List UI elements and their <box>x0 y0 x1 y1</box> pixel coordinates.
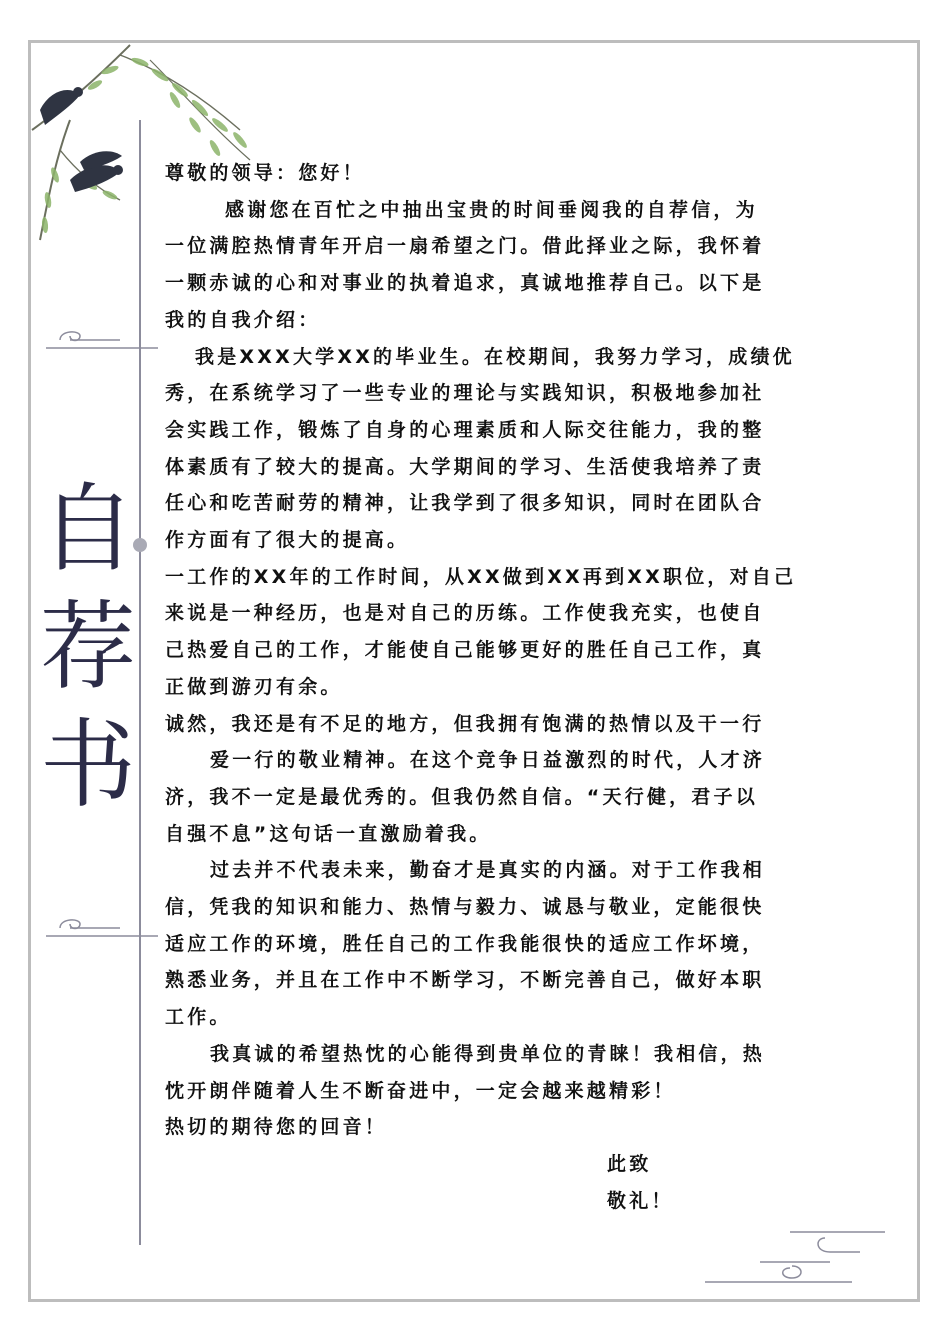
letter-line: 感谢您在百忙之中抽出宝贵的时间垂阅我的自荐信，为 <box>225 198 758 221</box>
letter-line: 一工作的XX年的工作时间，从XX做到XX再到XX职位，对自己 <box>165 565 797 588</box>
letter-line: 济，我不一定是最优秀的。但我仍然自信。“天行健，君子以 <box>165 785 758 808</box>
letter-line: 正做到游刃有余。 <box>165 675 343 698</box>
letter-line: 一颗赤诚的心和对事业的执着追求，真诚地推荐自己。以下是 <box>165 272 765 295</box>
letter-line: 我真诚的希望热忱的心能得到贵单位的青睐！我相信，热 <box>210 1042 766 1065</box>
letter-line: 秀，在系统学习了一些专业的理论与实践知识，积极地参加社 <box>165 382 765 405</box>
letter-line: 体素质有了较大的提高。大学期间的学习、生活使我培养了责 <box>165 455 765 478</box>
letter-line: 会实践工作，锻炼了自身的心理素质和人际交往能力，我的整 <box>165 418 765 441</box>
letter-paragraphs <box>165 192 865 1146</box>
letter-line: 熟悉业务，并且在工作中不断学习，不断完善自己，做好本职 <box>165 969 765 992</box>
letter-line: 工作。 <box>165 1006 232 1029</box>
letter-line: 任心和吃苦耐劳的精神，让我学到了很多知识，同时在团队合 <box>165 492 765 515</box>
cloud-ornament-lower <box>46 920 158 936</box>
letter-body <box>165 155 865 1219</box>
cloud-ornament-bottom-right <box>705 1232 885 1282</box>
closing-line-1: 此致 <box>607 1152 652 1175</box>
title-char-2: 荐 <box>40 591 136 703</box>
letter-line: 忱开朗伴随着人生不断奋进中，一定会越来越精彩！ <box>165 1079 676 1102</box>
letter-line: 适应工作的环境，胜任自己的工作我能很快的适应工作坏境， <box>165 932 765 955</box>
letter-line: 信，凭我的知识和能力、热情与毅力、诚恳与敬业，定能很快 <box>165 896 765 919</box>
letter-line: 过去并不代表未来，勤奋才是真实的内涵。对于工作我相 <box>210 859 766 882</box>
letter-line: 诚然，我还是有不足的地方，但我拥有饱满的热情以及干一行 <box>165 712 765 735</box>
cloud-ornament-upper <box>46 332 158 348</box>
title-char-1: 自 <box>40 473 136 585</box>
letter-line: 自强不息”这句话一直激励着我。 <box>165 822 492 845</box>
letter-line: 作方面有了很大的提高。 <box>165 529 410 552</box>
title-char-3: 书 <box>40 709 136 821</box>
letter-line: 己热爱自己的工作，才能使自己能够更好的胜任自己工作，真 <box>165 639 765 662</box>
letter-line: 一位满腔热情青年开启一扇希望之门。借此择业之际，我怀着 <box>165 235 765 258</box>
closing-line-2: 敬礼！ <box>607 1189 674 1212</box>
page-title <box>38 470 138 824</box>
letter-line: 热切的期待您的回音！ <box>165 1116 388 1139</box>
letter-line: 我的自我介绍： <box>165 308 321 331</box>
letter-line: 爱一行的敬业精神。在这个竞争日益激烈的时代，人才济 <box>210 749 766 772</box>
letter-line: 来说是一种经历，也是对自己的历练。工作使我充实，也使自 <box>165 602 765 625</box>
letter-line: 我是XXX大学XX的毕业生。在校期间，我努力学习，成绩优 <box>195 345 795 368</box>
greeting: 尊敬的领导：您好！ <box>165 162 365 184</box>
